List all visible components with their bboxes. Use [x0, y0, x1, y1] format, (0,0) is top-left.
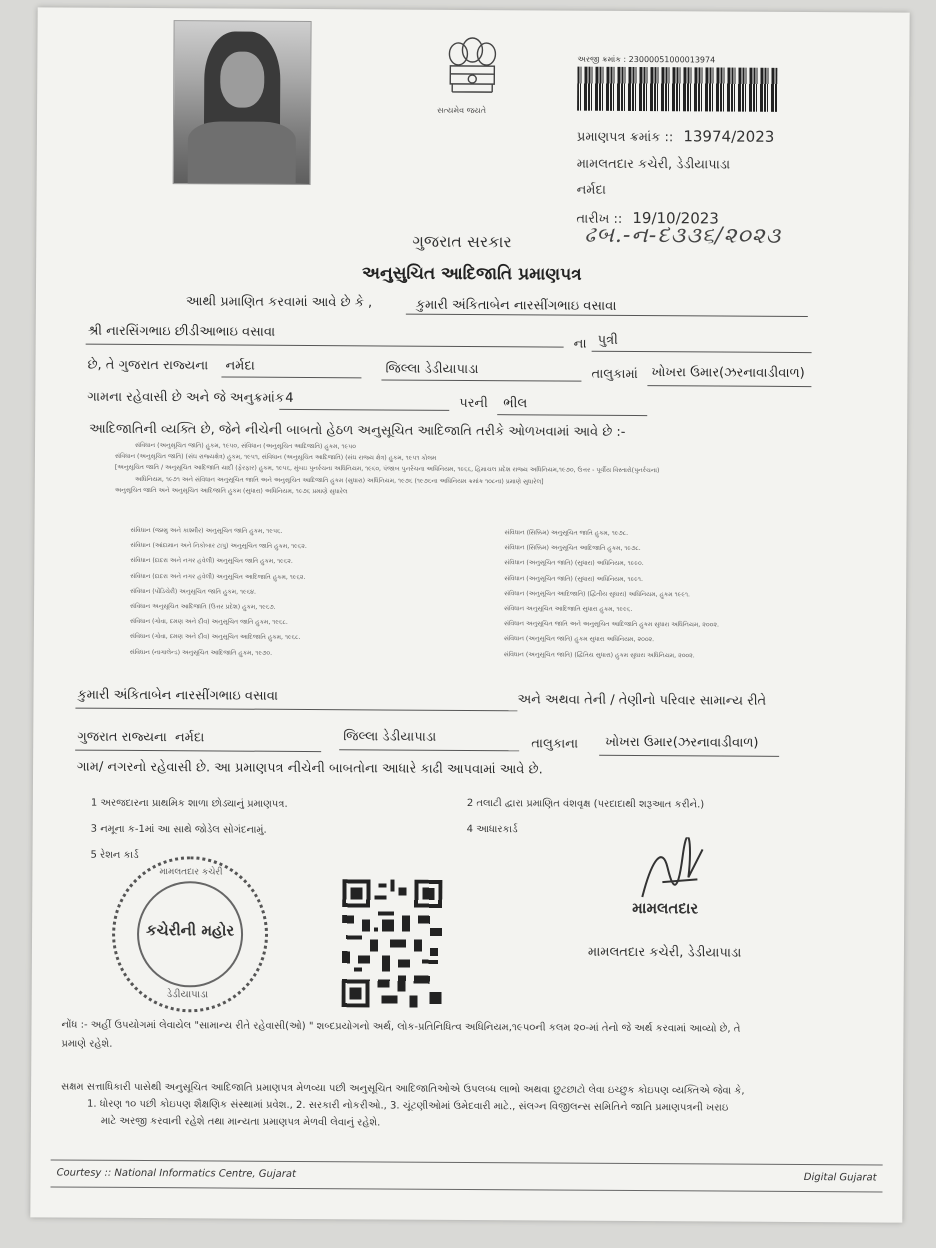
- orders-left-list: [130, 528, 451, 667]
- certificate-number-label: પ્રમાણપત્ર ક્રમાંક ::: [576, 129, 674, 146]
- order-line: સંવિધાન (ગોવા, દમણ અને દીવ) અનુસૂચિત જાતિ હુકમ, ૧૯૬૮.: [129, 618, 288, 627]
- order-line: સંવિધાન (સિક્કિમ) અનુસૂચિત જાતિ હુકમ, ૧૯૭૮.: [504, 529, 629, 537]
- order-line: અનુસૂચિત જાતિ અને અનુસૂચિત આદિજાતિ હુકમ (સુધારા) અધિનિયમ, ૧૯૭૬ પ્રમાણે સુધારેલ: [114, 486, 348, 496]
- order-line: સંવિધાન (જમ્મુ અને કાશ્મીર) અનુસૂચિત જાતિ હુકમ, ૧૯૫૬.: [130, 526, 283, 535]
- district-label-2: જિલ્લા ડેડીયાપાડા: [343, 729, 437, 745]
- father-name: શ્રી નારસિંગભાઇ છીડીઆભાઇ વસાવા: [87, 323, 276, 340]
- authority-paragraph: સક્ષમ સત્તાધિકારી પાસેથી અનુસૂચિત આદિજાતિ પ્રમાણપત્ર મેળવ્યા પછી અનુસૂચિત આદિજાતિઓએ ઉપલબ્ધ લાભો અથવા છુટછાટો લેવા ઇચ્છુક કોઇપણ વ્યક્તિએ જેવા કે, 1. ધોરણ ૧૦ પછી કોઇપણ શૈક્ષણિક સંસ્થામાં પ્રવેશ., 2. સરકારી નોકરીઓ., 3. ચૂંટણીઓમાં ઉમેદવારી માટે., સંલગ્ન વિજીલન્સ સમિતિને જાતિ પ્રમાણપત્રની ખરાઇ માટે અરજી કરવાની રહેશે તથા માન્યતા પ્રમાણપત્ર મેળવી લેવાનું રહેશે.: [61, 1081, 745, 1129]
- note-paragraph: નોંધ :- અહીં ઉપયોગમાં લેવાયેલ "સામાન્ય રીતે રહેવાસી(ઓ) " શબ્દપ્રયોગનો અર્થ, લોક-પ્રતિનિધિત્વ અધિનિયમ,૧૯૫૦ની કલમ ૨૦-માં તેનો જે અર્થ કરવામાં આવ્યો છે, તે પ્રમાણે રહેશે.: [61, 1019, 741, 1050]
- issuing-district: નર્મદા: [576, 182, 606, 198]
- order-line: સંવિધાન (અનુસૂચિત જાતિ) (સંઘ રાજ્યક્ષેત્ર) હુકમ, ૧૯૫૧, સંવિધાન (અનુસૂચિત આદિજાતિ) (સંઘ રાજ્ય ક્ષેત્ર) હુકમ, ૧૯૫૧ કોલમ: [114, 453, 437, 462]
- order-line: સંવિધાન (આંદામાન અને નિકોબાર ટાપુ) અનુસૂચિત જાતિ હુકમ, ૧૯૬૨.: [130, 542, 307, 551]
- seal-label: કચેરીની મહોર: [145, 921, 235, 940]
- family-suffix: અને અથવા તેની / તેણીનો પરિવાર સામાન્ય રીતે: [517, 692, 767, 709]
- signature: [622, 837, 722, 908]
- tribe-value: ભીલ: [503, 396, 528, 412]
- issue-date-label: તારીખ ::: [576, 211, 623, 227]
- barcode: [577, 67, 777, 112]
- order-line: સંવિધાન (અનુસૂચિત આદિજાતિ) (દ્વિતીય સુધારા) અધિનિયમ, હુકમ ૧૯૯૧.: [504, 590, 691, 599]
- taluka-label: તાલુકામાં: [591, 366, 638, 383]
- signatory-title: મામલતદાર: [632, 898, 699, 918]
- village-value-2: ખોખરા ઉમાર(ઝરનાવાડીવાળ): [605, 734, 759, 751]
- state-prefix-2: ગુજરાત રાજ્યના નર્મદા: [77, 729, 205, 746]
- order-line: [અનુસૂચિત જાતિ / અનુસૂચિત આદિજાતિ યાદી (ફેરફાર) હુકમ, ૧૯૫૬, મુંબઇ પુનર્રચના અધિનિયમ, ૧૯૬૦, પંજાબ પુનર્રચના અધિનિયમ, ૧૯૬૬, હિમાચલ પ્રદેશ રાજ્ય અધિનિયમ,૧૯૭૦, ઉત્તર - પૂર્વીય વિસ્તારો(પુનર્રચના): [114, 464, 660, 475]
- emblem-caption: સત્યમેવ જયતે: [437, 105, 487, 116]
- document-item: 2 તલાટી દ્વારા પ્રમાણિત વંશવૃક્ષ (પરદાદાથી શરૂઆત કરીને.): [466, 797, 705, 811]
- order-line: સંવિધાન (અનુસૂચિત જાતિ) (સુધારા) અધિનિયમ, ૧૯૯૦.: [504, 559, 644, 568]
- seal-rim-bottom: ડેડીયાપાડા: [166, 989, 209, 1001]
- application-number: અરજી ક્રમાંક : 23000051000013974: [577, 54, 716, 65]
- government-title: ગુજરાત સરકાર: [412, 231, 512, 252]
- document-item: 4 આધારકાર્ડ: [466, 823, 518, 836]
- order-line: સંવિધાન અનુસૂચિત આદિજાતિ (ઉત્તર પ્રદેશ) હુકમ, ૧૯૬૭.: [130, 602, 276, 611]
- district-label: જિલ્લા ડેડીયાપાડા: [385, 361, 479, 378]
- order-line: સંવિધાન અનુસૂચિત આદિજાતિ સુધારા હુકમ, ૧૯૯૬.: [504, 605, 633, 614]
- signatory-office: મામલતદાર કચેરી, ડેડીયાપાડા: [587, 944, 742, 961]
- state-prefix: છે, તે ગુજરાત રાજ્યના: [87, 357, 209, 374]
- order-line: સંવિધાન (દાદરા અને નગર હવેલી) અનુસૂચિત આદિજાતિ હુકમ, ૧૯૬૨.: [130, 572, 306, 581]
- serial-value: 4: [285, 390, 294, 406]
- district-value: નર્મદા: [225, 358, 255, 374]
- taluka-label-2: તાલુકાના: [531, 736, 579, 752]
- relation-prefix: ના: [573, 336, 587, 352]
- orders-top-list: [115, 440, 735, 503]
- order-line: સંવિધાન (દાદરા અને નગર હવેલી) અનુસૂચિત જાતિ હુકમ, ૧૯૬૨.: [130, 557, 293, 566]
- applicant-photo: [173, 20, 312, 185]
- certificate-title: અનુસુચિત આદિજાતિ પ્રમાણપત્ર: [362, 263, 582, 285]
- certificate-number-row: [577, 127, 775, 146]
- candidate-name-repeat: કુમારી અંકિતાબેન નારસીંગભાઇ વસાવા: [77, 687, 279, 704]
- qr-code: [342, 879, 443, 1008]
- order-line: સંવિધાન અનુસૂચિત જાતિ અને અનુસૂચિત આદિજાતિ હુકમ સુધારા અધિનિયમ, ૨૦૦૨.: [503, 620, 719, 629]
- order-line: સંવિધાન (અનુસૂચિત જાતિ) હુકમ, ૧૯૫૦, સંવિધાન (અનુસૂચિત આદિજાતિ) હુકમ, ૧૯૫૦: [135, 441, 356, 451]
- issuing-office: મામલતદાર કચેરી, ડેડીયાપાડા: [576, 156, 731, 173]
- office-seal: [112, 856, 269, 1013]
- certificate-page: [30, 7, 909, 1222]
- order-line: સંવિધાન (નાગાલેન્ડ) અનુસૂચિત આદિજાતિ હુકમ, ૧૯૭૦.: [129, 648, 273, 657]
- document-item: 1 અરજદારના પ્રાથમિક શાળા છોડ્યાનું પ્રમાણપત્ર.: [90, 797, 288, 810]
- footer-courtesy: Courtesy :: National Informatics Centre, Gujarat: [56, 1167, 296, 1180]
- candidate-name: કુમારી અંકિતાબેન નારસીંગભાઇ વસાવા: [415, 297, 617, 314]
- document-item: 5 રેશન કાર્ડ: [90, 849, 139, 861]
- issue-date-value: 19/10/2023: [632, 208, 719, 228]
- order-line: સંવિધાન (અનુસૂચિત જાતિ) (દ્વિતિય સુધારા) હુકમ સુધારા અધિનિયમ, ૨૦૦૨.: [503, 650, 695, 659]
- resident-prefix: ગામના રહેવાસી છે અને જે અનુક્રમાંક: [87, 389, 285, 406]
- tribe-sentence: આદિજાતિની વ્યક્તિ છે, જેને નીચેની બાબતો હેઠળ અનુસૂચિત આદિજાતિ તરીકે ઓળખવામાં આવે છે :-: [89, 421, 626, 440]
- seal-rim-top: મામલતદાર કચેરી: [159, 867, 223, 878]
- district-value-2: નર્મદા: [174, 730, 205, 746]
- handwritten-reference: ઢબ.-ન-દ૩૩૬/૨૦૨૩: [584, 222, 782, 249]
- orders-right-list: [504, 530, 825, 669]
- document-item: 3 નમૂના ક-1માં આ સાથે જોડેલ સોગંદનામું.: [90, 823, 267, 836]
- footer: [50, 1159, 882, 1192]
- village-value: ખોખરા ઉમાર(ઝરનાવાડીવાળ): [651, 365, 805, 382]
- certify-prefix: આથી પ્રમાણિત કરવામાં આવે છે કે ,: [185, 294, 373, 311]
- order-line: સંવિધાન (સિક્કિમ) અનુસૂચિત આદિજાતિ હુકમ, ૧૯૭૮.: [504, 544, 641, 553]
- order-line: સંવિધાન (ગોવા, દમણ અને દીવ) અનુસૂચિત આદિજાતિ હુકમ, ૧૯૬૮.: [129, 633, 301, 642]
- tribe-label: પરની: [459, 395, 488, 412]
- order-line: સંવિધાન (અનુસૂચિત જાતિ) (સુધારા) અધિનિયમ, ૧૯૯૧.: [504, 574, 643, 583]
- footer-brand: Digital Gujarat: [803, 1172, 877, 1184]
- order-line: અધિનિયમ, ૧૯૭૧ અને સંવિધાન અનુસૂચિત જાતિ અને અનુસૂચિત આદિજાતિ હુકમ (સુધારા) અધિનિયમ, ૧૯૭૬ (૧૯૭૬ના અધિનિયમ ક્રમાંક ૧૦૮ના) પ્રમાણે સુધારેલ]: [134, 475, 544, 486]
- order-line: સંવિધાન (અનુસૂચિત જાતિ) હુકમ સુધારા અધિનિયમ, ૨૦૦૨.: [503, 635, 655, 644]
- certificate-number-value: 13974/2023: [683, 127, 775, 146]
- relation-value: પુત્રી: [597, 332, 618, 348]
- basis-sentence: ગામ/ નગરનો રહેવાસી છે. આ પ્રમાણપત્ર નીચેની બાબતોના આધારે કાઢી આપવામાં આવે છે.: [77, 759, 543, 778]
- order-line: સંવિધાન (પોંડિચેરી) અનુસૂચિત જાતિ હુકમ, ૧૯૬૪.: [130, 587, 257, 596]
